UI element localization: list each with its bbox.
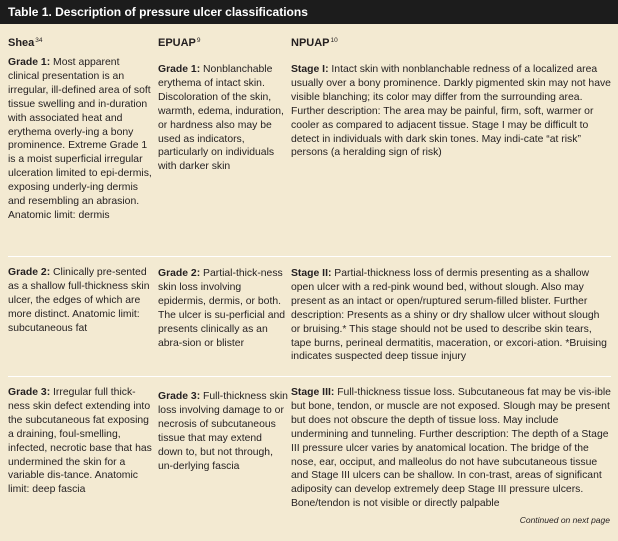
- cell-label: Grade 3:: [158, 391, 201, 402]
- cell-label: Grade 1:: [158, 64, 201, 75]
- row-divider: [8, 256, 611, 257]
- column-header-epuap: [158, 34, 288, 51]
- cell-text: Full-thickness tissue loss. Subcutaneous fat may be vis-ible but bone, tendon, or muscle are not exposed. Slough may be present but does not obscure the depth of tissue loss. May include undermining and tunneling. Further description: The depth of a Stage III pressure ulcer varies by anatomical location. The bridge of the nose, ear, occiput, and malleolus do not have subcutaneous tissue and Stage III ulcers can be shallow. In con-trast, areas of significant adiposity can develop extremely deep Stage III pressure ulcers. Bone/tendon is not visible or directly palpable: [291, 387, 611, 510]
- cell-label: Grade 2:: [158, 268, 201, 279]
- cell-text: Intact skin with nonblanchable redness of a localized area usually over a bony prominence. Darkly pigmented skin may not have visible blanching; its color may differ from the surrounding area. Further description: The area may be painful, firm, soft, warmer or cooler as compared to adjacent tissue. Stage I may be difficult to detect in individuals with dark skin tones. May indi-cate “at risk” persons (a heralding sign of risk): [291, 64, 611, 159]
- table-cell-shea-grade-1: [8, 56, 153, 223]
- column-header-shea: [8, 34, 153, 51]
- table-title: Table 1. Description of pressure ulcer classifications: [0, 0, 618, 24]
- cell-label: Stage I:: [291, 64, 329, 75]
- column-header-npuap: [291, 34, 611, 51]
- column-header-label: Shea: [8, 37, 35, 49]
- table-cell-npuap-stage-1: [291, 63, 611, 160]
- table-cell-shea-grade-3: [8, 386, 153, 497]
- table-cell-npuap-stage-2: [291, 267, 611, 364]
- column-header-label: EPUAP: [158, 37, 196, 49]
- cell-text: Irregular full thick-ness skin defect extending into the subcutaneous fat exposing a draining, foul-smelling, infected, necrotic base that has undermined the skin for a variable dis-tance. Anatomic limit: deep fascia: [8, 387, 152, 496]
- cell-label: Grade 3:: [8, 387, 51, 398]
- table-cell-npuap-stage-3: [291, 386, 611, 511]
- cell-label: Grade 1:: [8, 57, 51, 68]
- column-header-label: NPUAP: [291, 37, 330, 49]
- reference-number: 10: [330, 37, 338, 44]
- table-cell-shea-grade-2: [8, 266, 153, 336]
- cell-text: Clinically pre-sented as a shallow full-thickness skin ulcer, the edges of which are more distinct. Anatomic limit: subcutaneous fat: [8, 267, 150, 334]
- cell-label: Stage III:: [291, 387, 335, 398]
- reference-number: 9: [196, 37, 201, 44]
- cell-text: Nonblanchable erythema of intact skin. Discoloration of the skin, warmth, edema, induration, or hardness also may be used as indicators, particularly on individuals with darker skin: [158, 64, 284, 173]
- reference-number: 34: [35, 37, 43, 44]
- cell-label: Grade 2:: [8, 267, 51, 278]
- cell-text: Full-thickness skin loss involving damage to or necrosis of subcutaneous tissue that may extend down to, but not through, un-derlying fascia: [158, 391, 288, 472]
- cell-text: Partial-thick-ness skin loss involving epidermis, dermis, or both. The ulcer is su-perficial and presents clinically as an abra-sion or blister: [158, 268, 286, 349]
- cell-label: Stage II:: [291, 268, 332, 279]
- cell-text: Most apparent clinical presentation is an irregular, ill-defined area of soft tissue swelling and in-duration with associated heat and erythema overly-ing a bony prominence. Extreme Grade 1 is a moist superficial irregular ulceration limited to epi-dermis, exposing underly-ing dermis and resembling an abrasion. Anatomic limit: dermis: [8, 57, 152, 221]
- continued-note: Continued on next page: [519, 515, 610, 525]
- table-cell-epuap-grade-1: [158, 63, 288, 174]
- table-cell-epuap-grade-3: [158, 390, 288, 473]
- cell-text: Partial-thickness loss of dermis presenting as a shallow open ulcer with a red-pink wound bed, without slough. Also may present as an intact or open/ruptured serum-filled blister. Further description: Presents as a shiny or dry shallow ulcer without slough or bruising.* This stage should not be used to describe skin tears, tape burns, perineal dermatitis, maceration, or excori-ation. *Bruising indicates suspected deep tissue injury: [291, 268, 607, 363]
- row-divider: [8, 376, 611, 377]
- table-cell-epuap-grade-2: [158, 267, 288, 350]
